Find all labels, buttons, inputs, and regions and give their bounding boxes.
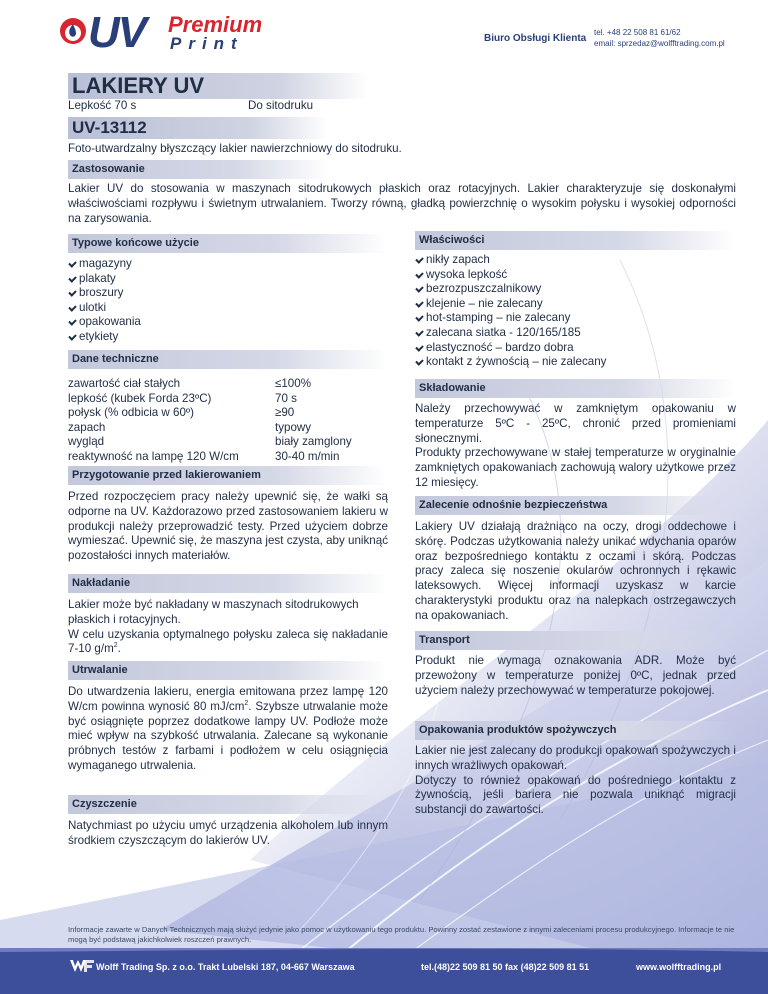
- tech-key: zapach: [68, 420, 106, 434]
- logo-uv-text: UV: [88, 8, 146, 57]
- food-packaging-text: [415, 744, 736, 818]
- end-use-list: [68, 257, 141, 345]
- list-item: plakaty: [68, 272, 141, 287]
- applying-text-2-end: .: [117, 642, 121, 656]
- tech-key: lepkość (kubek Forda 23ºC): [68, 391, 212, 405]
- tech-value: ≥90: [275, 406, 295, 420]
- list-item: kontakt z żywnością – nie zalecany: [415, 355, 606, 370]
- list-item: hot-stamping – nie zalecany: [415, 311, 606, 326]
- tech-data-table: [68, 377, 352, 465]
- viscosity-label: Lepkość 70 s: [68, 99, 137, 112]
- tech-value: 30-40 m/min: [275, 449, 340, 463]
- logo-print-text: Print: [170, 34, 244, 53]
- list-item: elastyczność – bardzo dobra: [415, 341, 606, 356]
- food-packaging-text-1: Lakier nie jest zalecany do produkcji opakowań spożywczych i innych wrażliwych opakowań.: [415, 744, 736, 772]
- list-item: ulotki: [68, 301, 141, 316]
- applying-text: [68, 598, 388, 657]
- page-title: LAKIERY UV: [68, 73, 368, 99]
- office-label: Biuro Obsługi Klienta: [484, 33, 587, 44]
- wolff-logo-icon: [70, 958, 94, 974]
- section-heading-preparation: Przygotowanie przed lakierowaniem: [68, 466, 388, 485]
- properties-list: [415, 253, 606, 370]
- tech-value: typowy: [275, 420, 312, 434]
- section-heading-cleaning: Czyszczenie: [68, 795, 388, 814]
- list-item: etykiety: [68, 330, 141, 345]
- footer: [0, 948, 768, 994]
- section-heading-applying: Nakładanie: [68, 574, 388, 593]
- contact-email[interactable]: email: sprzedaz@wolfftrading.com.pl: [594, 39, 725, 48]
- list-item: nikły zapach: [415, 253, 606, 268]
- section-heading-safety: Zalecenie odnośnie bezpieczeństwa: [415, 496, 736, 515]
- applying-text-1: Lakier może być nakładany w maszynach sitodrukowych płaskich i rotacyjnych.: [68, 598, 359, 626]
- section-heading-curing: Utrwalanie: [68, 661, 388, 680]
- logo-premium-text: Premium: [168, 12, 263, 37]
- storage-text-2: Produkty przechowywane w stałej temperaturze w oryginalnie zamkniętych opakowaniach zachowują walory użytkowe przez 12 miesięcy.: [415, 446, 736, 489]
- disclaimer-text: Informacje zawarte w Danych Technicznych mają służyć jedynie jako pomoc w użytkowaniu tego produktu. Powinny zostać zestawione z innymi zaleceniami procesu produkcyjnego. Informacje te nie mogą być podstawą jakichkolwiek roszczeń prawnych.: [68, 925, 735, 944]
- table-row: [68, 421, 352, 436]
- tech-key: zawartość ciał stałych: [68, 377, 181, 390]
- food-packaging-text-2: Dotyczy to również opakowań do pośredniego kontaktu z żywnością, jeśli bariera nie pozwala uniknąć migracji substancji do zawartości.: [415, 773, 736, 817]
- footer-phone: tel.(48)22 509 81 50 fax (48)22 509 81 51: [421, 962, 590, 972]
- list-item: magazyny: [68, 257, 141, 272]
- applying-text-2: [68, 628, 388, 658]
- logo-drop-icon: [58, 16, 88, 46]
- table-row: [68, 435, 352, 450]
- storage-text: [415, 402, 736, 491]
- table-row: [68, 450, 352, 465]
- footer-company: Wolff Trading Sp. z o.o. Trakt Lubelski 187, 04-667 Warszawa: [96, 962, 355, 972]
- tech-value: ≤100%: [275, 377, 312, 390]
- storage-text-1: Należy przechowywać w zamkniętym opakowaniu w temperaturze 5ºC - 25ºC, chronić przed promieniami słonecznymi.: [415, 402, 736, 445]
- list-item: klejenie – nie zalecany: [415, 297, 606, 312]
- purpose-label: Do sitodruku: [248, 99, 314, 112]
- curing-text-a: Do utwardzenia lakieru, energia emitowana przez lampę 120 W/cm powinna wynosić 80 mJ/cm: [68, 685, 388, 713]
- transport-text: Produkt nie wymaga oznakowania ADR. Może być przewożony w temperaturze poniżej 0ºC, jednak przed użyciem należy przechowywać w temperaturze pokojowej.: [415, 654, 736, 697]
- product-intro: Foto-utwardzalny błyszczący lakier nawierzchniowy do sitodruku.: [68, 142, 402, 155]
- contact-phone: tel. +48 22 508 81 61/62: [594, 28, 681, 37]
- contact-info: [594, 27, 725, 49]
- section-heading-food-packaging: Opakowania produktów spożywczych: [415, 721, 736, 740]
- footer-website-link[interactable]: www.wolfftrading.pl: [636, 962, 722, 972]
- application-text: Lakier UV do stosowania w maszynach sitodrukowych płaskich oraz rotacyjnych. Lakier charakteryzuje się doskonałymi właściwościami rozpływu i świetnym utrwalaniem. Tworzy równą, gładką powierzchnię o wysokim połysku i wysokiej odporności na zarysowania.: [68, 182, 736, 225]
- applying-text-2-sup: 2: [113, 642, 118, 650]
- table-row: [68, 406, 352, 421]
- tech-key: wygląd: [68, 435, 105, 449]
- tech-value: 70 s: [275, 391, 297, 405]
- list-item: wysoka lepkość: [415, 268, 606, 283]
- section-heading-application: Zastosowanie: [68, 160, 328, 179]
- applying-text-2-main: W celu uzyskania optymalnego połysku zaleca się nakładanie 7-10 g/m: [68, 627, 388, 656]
- list-item: zalecana siatka - 120/165/185: [415, 326, 606, 341]
- safety-text: Lakiery UV działają drażniąco na oczy, drogi oddechowe i skórę. Podczas użytkowania należy unikać wdychania oparów oraz bezpośredniego kontaktu z oczami i skórą. Podczas pracy zaleca się noszenie okularów ochronnych i rękawic lateksowych. Więcej informacji uzyskasz w karcie charakterystyki produktu oraz na nalepkach ostrzegawczych na opakowaniach.: [415, 520, 736, 622]
- list-item: bezrozpuszczalnikowy: [415, 282, 606, 297]
- tech-key: reaktywność na lampę 120 W/cm: [68, 449, 239, 463]
- list-item: broszury: [68, 286, 141, 301]
- curing-text-sup: 2: [244, 699, 249, 707]
- curing-text: [68, 685, 388, 774]
- preparation-text: Przed rozpoczęciem pracy należy upewnić się, że wałki są odporne na UV. Każdorazowo przed zastosowaniem lakieru w produkcji należy przeprowadzić testy. Przed użyciem dobrze wymieszać. Upewnić się, że maszyna jest czysta, aby uniknąć pozostałości innych materiałów.: [68, 490, 388, 563]
- cleaning-text: Natychmiast po użyciu umyć urządzenia alkoholem lub innym środkiem czyszczącym do lakierów UV.: [68, 819, 388, 847]
- list-item: opakowania: [68, 315, 141, 330]
- section-heading-tech-data: Dane techniczne: [68, 350, 388, 369]
- company-logo: [58, 10, 268, 56]
- product-code: UV-13112: [68, 117, 328, 139]
- table-row: [68, 377, 352, 392]
- tech-key: połysk (% odbicia w 60º): [68, 406, 195, 420]
- section-heading-properties: Właściwości: [415, 231, 736, 250]
- section-heading-end-use: Typowe końcowe użycie: [68, 234, 388, 253]
- tech-value: biały zamglony: [275, 435, 352, 449]
- section-heading-transport: Transport: [415, 631, 736, 650]
- curing-text-b: . Szybsze utrwalanie może być osiągnięte poprzez dodatkowe lampy UV. Podłoże może mieć wpływ na szybkość utrwalania. Zalecane są wykonanie próbnych testów z farbami i podłożem w celu osiągnięcia wymaganego utrwalenia.: [68, 699, 388, 772]
- section-heading-storage: Składowanie: [415, 379, 736, 398]
- table-row: [68, 392, 352, 407]
